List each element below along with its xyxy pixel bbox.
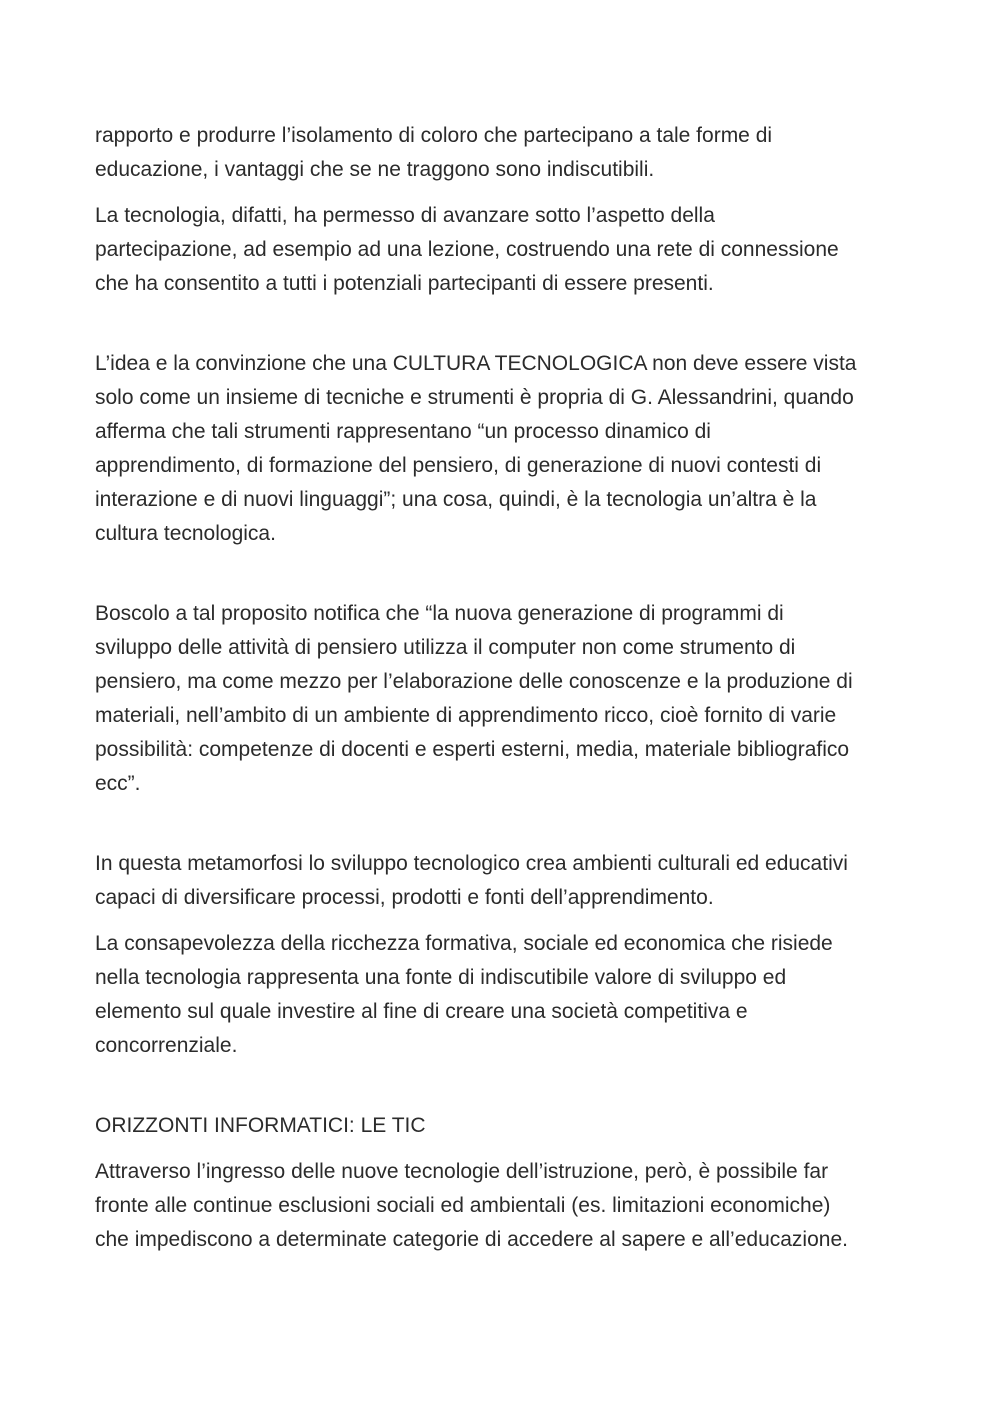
text-line: La consapevolezza della ricchezza formativa, sociale ed economica che risiede <box>95 932 833 955</box>
text-line: nella tecnologia rappresenta una fonte di indiscutibile valore di sviluppo ed <box>95 966 787 989</box>
text-line: rapporto e produrre l’isolamento di coloro che partecipano a tale forme di <box>95 124 773 147</box>
paragraph-1 <box>95 119 915 187</box>
text-line: afferma che tali strumenti rappresentano “un processo dinamico di <box>95 420 711 443</box>
text-line: partecipazione, ad esempio ad una lezione, costruendo una rete di connessione <box>95 238 839 261</box>
text-line: apprendimento, di formazione del pensiero, di generazione di nuovi contesti di <box>95 454 822 477</box>
text-line: Attraverso l’ingresso delle nuove tecnologie dell’istruzione, però, è possibile far <box>95 1160 829 1183</box>
text-line: Boscolo a tal proposito notifica che “la nuova generazione di programmi di <box>95 602 784 625</box>
text-line: educazione, i vantaggi che se ne traggono sono indiscutibili. <box>95 158 655 181</box>
paragraph-3 <box>95 347 915 551</box>
paragraph-5 <box>95 847 915 915</box>
text-line: sviluppo delle attività di pensiero utilizza il computer non come strumento di <box>95 636 796 659</box>
text-line: fronte alle continue esclusioni sociali ed ambientali (es. limitazioni economiche) <box>95 1194 831 1217</box>
text-line: cultura tecnologica. <box>95 522 276 545</box>
text-line: ecc”. <box>95 772 141 795</box>
paragraph-7 <box>95 1155 915 1257</box>
text-line: che ha consentito a tutti i potenziali partecipanti di essere presenti. <box>95 272 714 295</box>
text-line: In questa metamorfosi lo sviluppo tecnologico crea ambienti culturali ed educativi <box>95 852 848 875</box>
text-line: materiali, nell’ambito di un ambiente di apprendimento ricco, cioè fornito di varie <box>95 704 837 727</box>
text-line: concorrenziale. <box>95 1034 238 1057</box>
paragraph-4 <box>95 597 915 801</box>
document-body <box>95 119 915 1257</box>
text-line: che impediscono a determinate categorie di accedere al sapere e all’educazione. <box>95 1228 848 1251</box>
paragraph-6 <box>95 927 915 1063</box>
text-line: capaci di diversificare processi, prodotti e fonti dell’apprendimento. <box>95 886 714 909</box>
text-line: L’idea e la convinzione che una CULTURA TECNOLOGICA non deve essere vista <box>95 352 857 375</box>
text-line: elemento sul quale investire al fine di creare una società competitiva e <box>95 1000 748 1023</box>
text-line: interazione e di nuovi linguaggi”; una cosa, quindi, è la tecnologia un’altra è la <box>95 488 817 511</box>
text-line: solo come un insieme di tecniche e strumenti è propria di G. Alessandrini, quando <box>95 386 854 409</box>
text-line: La tecnologia, difatti, ha permesso di avanzare sotto l’aspetto della <box>95 204 715 227</box>
text-line: possibilità: competenze di docenti e esperti esterni, media, materiale bibliografico <box>95 738 850 761</box>
text-line: pensiero, ma come mezzo per l’elaborazione delle conoscenze e la produzione di <box>95 670 853 693</box>
section-heading: ORIZZONTI INFORMATICI: LE TIC <box>95 1114 426 1137</box>
paragraph-2 <box>95 199 915 301</box>
